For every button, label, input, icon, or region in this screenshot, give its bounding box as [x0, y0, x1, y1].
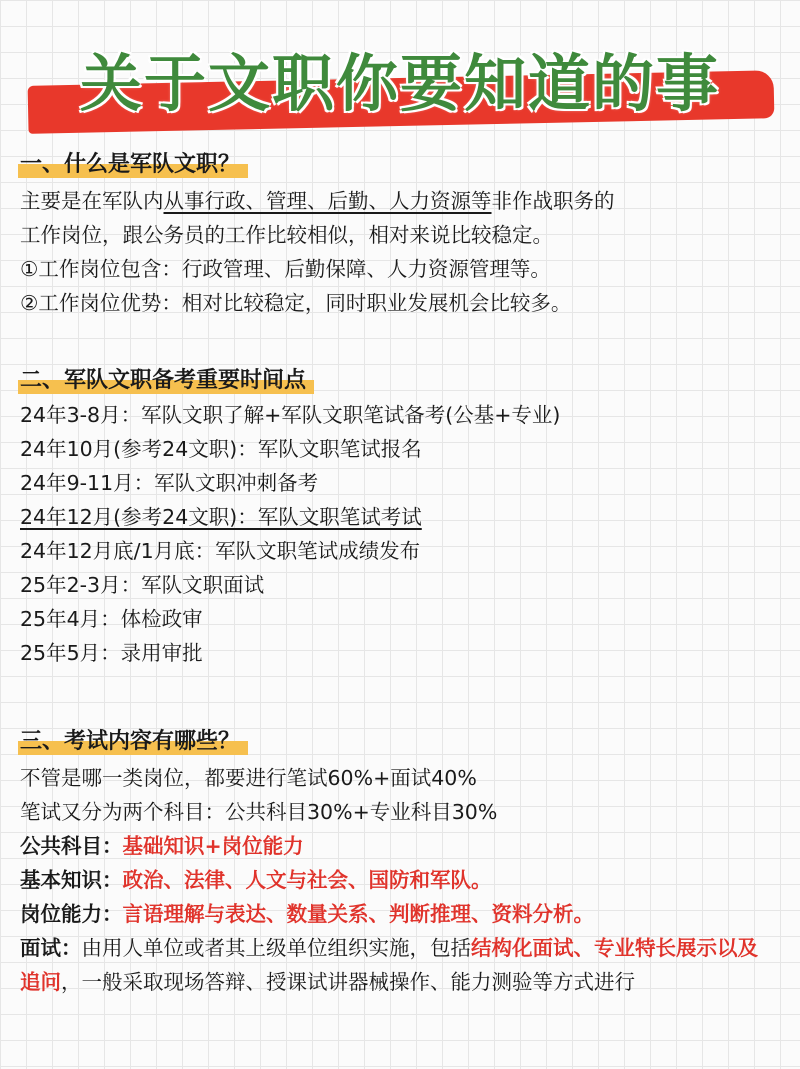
timeline-item-underlined: 24年12月(参考24文职)：军队文职笔试考试: [20, 505, 422, 529]
timeline-item: 25年2-3月：军队文职面试: [20, 573, 265, 597]
timeline-item: 24年9-11月：军队文职冲刺备考: [20, 471, 319, 495]
item-label: 基本知识：: [20, 868, 123, 892]
highlighted-text: 结构化面试、专业特长展示以及追问: [20, 936, 758, 994]
text-segment: 由用人单位或者其上级单位组织实施，包括: [81, 936, 471, 960]
paragraph-line: ①工作岗位包含：行政管理、后勤保障、人力资源管理等。: [20, 257, 551, 281]
text-segment: 主要是在军队内: [20, 189, 164, 213]
timeline-item: 25年5月：录用审批: [20, 641, 203, 665]
timeline-item: 24年12月底/1月底：军队文职笔试成绩发布: [20, 539, 421, 563]
paragraph-line: [20, 829, 780, 863]
item-value: 言语理解与表达、数量关系、判断推理、资料分析。: [122, 902, 594, 926]
text-segment: 非作战职务的: [491, 189, 615, 213]
section-heading: 二、军队文职备考重要时间点: [20, 366, 310, 396]
page-title: 关于文职你要知道的事: [79, 47, 720, 120]
item-label: 岗位能力：: [20, 902, 123, 926]
item-label: 面试：: [20, 936, 82, 960]
timeline-item: 24年10月(参考24文职)：军队文职笔试报名: [20, 437, 422, 461]
paragraph-line: 不管是哪一类岗位，都要进行笔试60%+面试40%: [20, 766, 477, 790]
section-heading: 一、什么是军队文职？: [20, 150, 244, 180]
timeline-item: 24年3-8月：军队文职了解+军队文职笔试备考(公基+专业): [20, 403, 561, 427]
section-timeline: [20, 366, 780, 670]
paragraph-line: [20, 184, 780, 218]
text-segment: ，一般采取现场答辩、授课试讲器械操作、能力测验等方式进行: [61, 970, 635, 994]
title-banner: [20, 22, 780, 132]
timeline-item: 25年4月：体检政审: [20, 607, 203, 631]
interview-paragraph: [20, 931, 775, 999]
underlined-text: 从事行政、管理、后勤、人力资源等: [163, 189, 492, 213]
item-label: 公共科目：: [20, 834, 123, 858]
paragraph-line: [20, 863, 780, 897]
section-heading: 三、考试内容有哪些？: [20, 727, 244, 757]
section-what-is: [20, 150, 780, 320]
paragraph-line: 笔试又分为两个科目：公共科目30%+专业科目30%: [20, 800, 498, 824]
paragraph-line: ②工作岗位优势：相对比较稳定，同时职业发展机会比较多。: [20, 291, 572, 315]
item-value: 政治、法律、人文与社会、国防和军队。: [122, 868, 492, 892]
paragraph-line: [20, 897, 780, 931]
item-value: 基础知识+岗位能力: [122, 834, 304, 858]
section-exam-content: [20, 727, 780, 999]
paragraph-line: 工作岗位，跟公务员的工作比较相似，相对来说比较稳定。: [20, 223, 553, 247]
